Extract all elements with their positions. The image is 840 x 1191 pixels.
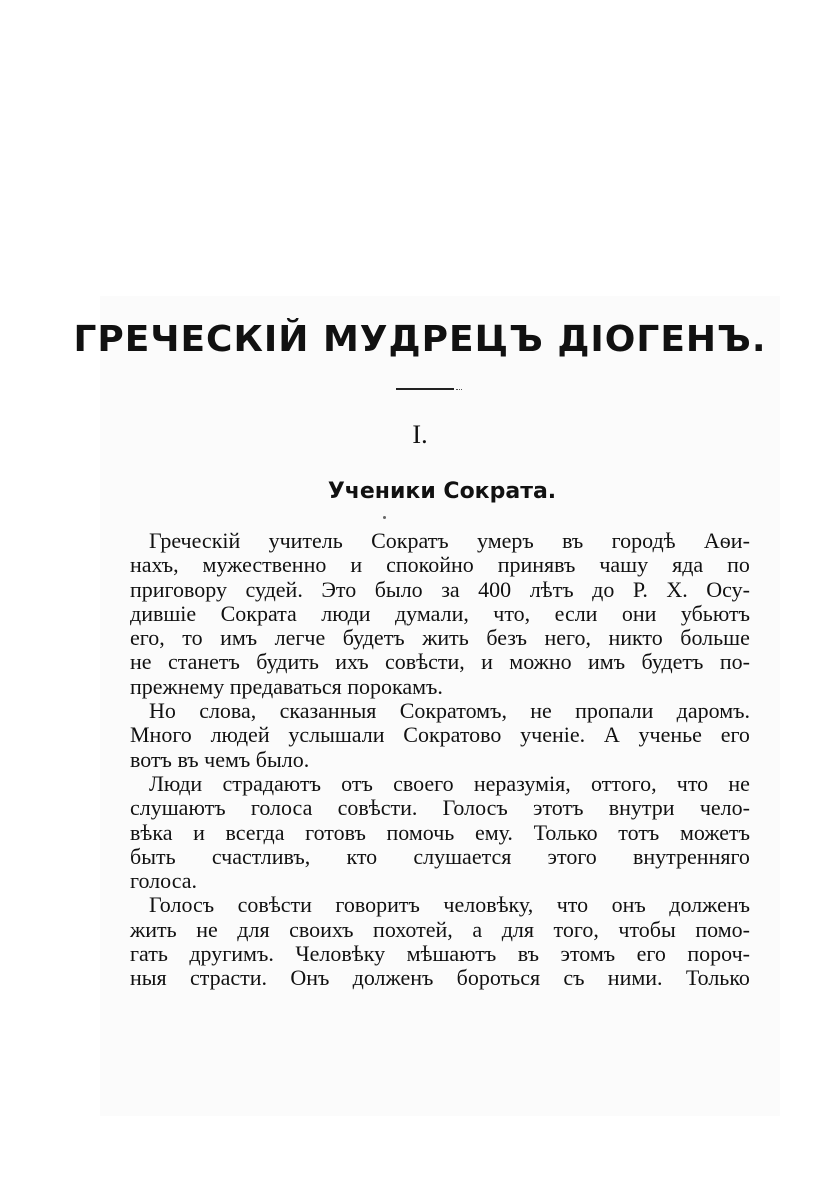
print-speck <box>383 516 386 519</box>
text-line: дившіе Сократа люди думали, что, если они убьютъ <box>130 600 750 626</box>
text-line: его, то имъ легче будетъ жить безъ него, никто больше <box>130 625 750 651</box>
text-line: быть счастливъ, кто слушается этого внутренняго <box>130 843 750 869</box>
text-line: Греческій учитель Сократъ умеръ въ городѣ Аѳи- <box>149 528 750 553</box>
text-line: не станетъ будить ихъ совѣсти, и можно имъ будетъ по- <box>130 649 750 675</box>
text-line: гать другимъ. Человѣку мѣшаютъ въ этомъ его пороч- <box>130 941 750 967</box>
text-line: Много людей услышали Сократово ученіе. А ученье его <box>130 722 750 748</box>
text-line: приговору судей. Это было за 400 лѣтъ до Р. Х. Осу- <box>130 576 750 602</box>
text-line: жить не для своихъ похотей, а для того, чтобы помо- <box>130 916 750 942</box>
text-line: вотъ въ чемъ было. <box>130 746 310 772</box>
text-line: ныя страсти. Онъ долженъ бороться съ ними. Только <box>130 965 750 991</box>
text-line: прежнему предаваться порокамъ. <box>130 673 443 699</box>
chapter-title: Ученики Сократа. <box>327 479 557 504</box>
text-line: слушаютъ голоса совѣсти. Голосъ этотъ внутри чело- <box>130 795 750 821</box>
text-line: голоса. <box>130 868 198 894</box>
text-line: вѣка и всегда готовъ помочь ему. Только тотъ можетъ <box>130 819 750 845</box>
chapter-number: I. <box>412 420 428 449</box>
text-line: нахъ, мужественно и спокойно принявъ чашу яда по <box>130 552 750 578</box>
page-title: ГРЕЧЕСКІЙ МУДРЕЦЪ ДІОГЕНЪ. <box>73 319 767 360</box>
title-divider-rule <box>396 388 454 390</box>
text-line: Люди страдаютъ отъ своего неразумія, оттого, что не <box>149 770 750 796</box>
body-text <box>130 529 750 991</box>
text-line: Но слова, сказанныя Сократомъ, не пропали даромъ. <box>149 698 750 724</box>
text-line: Голосъ совѣсти говоритъ человѣку, что онъ долженъ <box>149 892 750 918</box>
